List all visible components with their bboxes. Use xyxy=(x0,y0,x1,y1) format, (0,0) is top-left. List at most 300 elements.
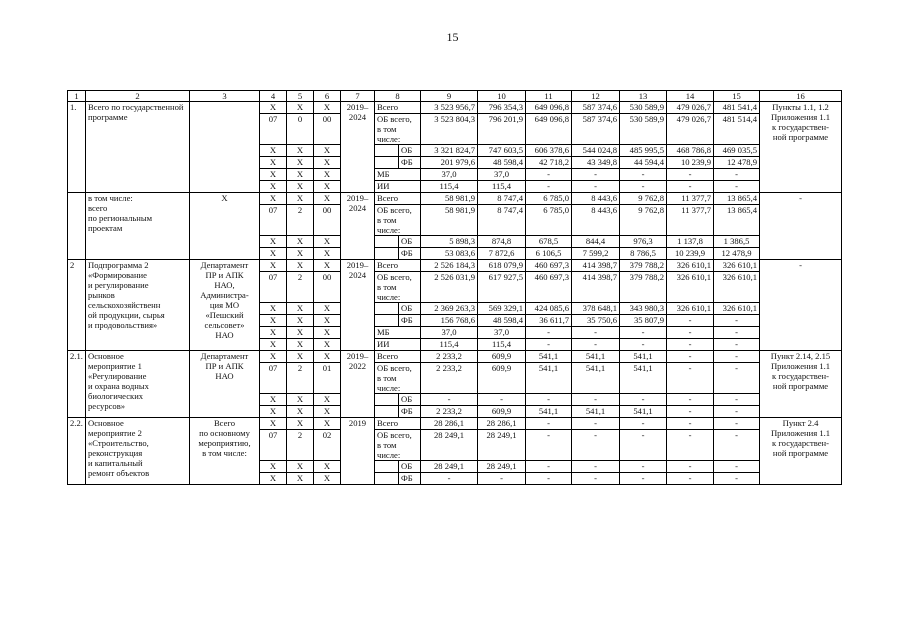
table-cell: Х xyxy=(260,418,287,430)
table-cell: - xyxy=(667,327,714,339)
table-cell: - xyxy=(620,327,667,339)
table-cell: 530 589,9 xyxy=(620,114,667,145)
table-cell: 2 xyxy=(287,205,314,236)
table-cell: 747 603,5 xyxy=(478,145,526,157)
table-cell: Х xyxy=(260,351,287,363)
table-cell: Х xyxy=(314,260,341,272)
table-cell: 609,9 xyxy=(478,363,526,394)
table-cell: Х xyxy=(287,260,314,272)
header-cell: 8 xyxy=(375,91,421,102)
table-cell: 796 201,9 xyxy=(478,114,526,145)
table-cell: Х xyxy=(260,461,287,473)
table-cell: - xyxy=(620,394,667,406)
table-cell: 35 750,6 xyxy=(572,315,620,327)
table-cell: - xyxy=(572,430,620,461)
table-cell: 115,4 xyxy=(421,339,478,351)
table-cell: 2019 xyxy=(341,418,375,485)
table-cell: 12 478,9 xyxy=(714,248,760,260)
table-cell: 00 xyxy=(314,114,341,145)
table-cell: 07 xyxy=(260,430,287,461)
table-cell: - xyxy=(572,461,620,473)
table-cell: 587 374,6 xyxy=(572,102,620,114)
table-cell: 07 xyxy=(260,363,287,394)
table-cell: 479 026,7 xyxy=(667,102,714,114)
table-cell: - xyxy=(714,473,760,485)
table-cell: Х xyxy=(260,248,287,260)
table-cell: 2.1. xyxy=(68,351,86,418)
table-cell: Всего по основному мероприятию, в том числе: xyxy=(190,418,260,485)
table-cell: Х xyxy=(287,248,314,260)
table-cell: Х xyxy=(287,351,314,363)
table-cell: 115,4 xyxy=(478,339,526,351)
table-cell: 48 598,4 xyxy=(478,315,526,327)
table-cell: 326 610,1 xyxy=(714,272,760,303)
table-cell: Х xyxy=(314,102,341,114)
table-cell: - xyxy=(667,169,714,181)
table-cell: Х xyxy=(314,157,341,169)
table-cell: 37,0 xyxy=(478,327,526,339)
table-cell: 1 386,5 xyxy=(714,236,760,248)
table-cell: Х xyxy=(314,248,341,260)
table-cell: Всего xyxy=(375,418,421,430)
table-cell: Х xyxy=(314,418,341,430)
table-cell: 58 981,9 xyxy=(421,205,478,236)
table-cell: 02 xyxy=(314,430,341,461)
header-cell: 12 xyxy=(572,91,620,102)
table-cell: Пункт 2.14, 2.15 Приложения 1.1 к государствен- ной программе xyxy=(760,351,842,418)
table-cell: 609,9 xyxy=(478,351,526,363)
table-cell: - xyxy=(620,418,667,430)
table-cell: 2 xyxy=(68,260,86,351)
table-cell: 28 249,1 xyxy=(478,430,526,461)
table-cell: 609,9 xyxy=(478,406,526,418)
table-cell: - xyxy=(667,473,714,485)
table-cell: - xyxy=(572,418,620,430)
table-cell: Пункты 1.1, 1.2 Приложения 1.1 к государствен- ной программе xyxy=(760,102,842,193)
table-cell: 2 369 263,3 xyxy=(421,303,478,315)
table-cell: Х xyxy=(260,102,287,114)
table-cell: 58 981,9 xyxy=(421,193,478,205)
table-cell: 44 594,4 xyxy=(620,157,667,169)
table-cell: Х xyxy=(314,169,341,181)
table-cell: - xyxy=(526,418,572,430)
table-cell: Х xyxy=(190,193,260,260)
table-cell: 2 233,2 xyxy=(421,406,478,418)
table-cell: - xyxy=(714,461,760,473)
table-cell: - xyxy=(667,461,714,473)
header-cell: 3 xyxy=(190,91,260,102)
table-cell: 35 807,9 xyxy=(620,315,667,327)
page-number: 15 xyxy=(446,30,459,44)
table-cell: Х xyxy=(314,351,341,363)
table-cell: Департамент ПР и АПК НАО xyxy=(190,351,260,418)
header-cell: 4 xyxy=(260,91,287,102)
table-cell: Основное мероприятие 2 «Строительство, реконструкция и капитальный ремонт объектов xyxy=(86,418,190,485)
table-cell: ОБ xyxy=(399,461,421,473)
table-cell: Х xyxy=(314,181,341,193)
table-cell: Х xyxy=(287,473,314,485)
table-cell: 379 788,2 xyxy=(620,260,667,272)
table-cell: 587 374,6 xyxy=(572,114,620,145)
table-cell: 37,0 xyxy=(421,327,478,339)
table-cell: 6 785,0 xyxy=(526,193,572,205)
table-cell: 10 239,9 xyxy=(667,157,714,169)
table-cell: - xyxy=(572,473,620,485)
table-cell: 544 024,8 xyxy=(572,145,620,157)
table-cell: 2019– 2024 xyxy=(341,260,375,351)
table-cell: 00 xyxy=(314,272,341,303)
table-cell: 541,1 xyxy=(572,363,620,394)
table-cell: - xyxy=(620,473,667,485)
table-cell: Основное мероприятие 1 «Регулирование и охрана водных биологических ресурсов» xyxy=(86,351,190,418)
table-cell: - xyxy=(620,430,667,461)
table-cell: 874,8 xyxy=(478,236,526,248)
header-cell: 15 xyxy=(714,91,760,102)
table-cell: 6 785,0 xyxy=(526,205,572,236)
table-cell: 326 610,1 xyxy=(667,303,714,315)
header-cell: 16 xyxy=(760,91,842,102)
table-cell: Х xyxy=(287,339,314,351)
table-cell: - xyxy=(667,315,714,327)
table-row xyxy=(68,260,842,272)
table-cell: Х xyxy=(287,102,314,114)
table-cell: 13 865,4 xyxy=(714,205,760,236)
table-cell: 2 233,2 xyxy=(421,363,478,394)
header-cell: 14 xyxy=(667,91,714,102)
table-cell: - xyxy=(620,181,667,193)
table-cell: 11 377,7 xyxy=(667,193,714,205)
table-cell: - xyxy=(714,394,760,406)
table-cell xyxy=(375,473,399,485)
table-cell: Х xyxy=(260,339,287,351)
table-cell: 481 541,4 xyxy=(714,102,760,114)
table-cell: Х xyxy=(287,315,314,327)
table-cell: Х xyxy=(314,473,341,485)
table-cell: - xyxy=(714,418,760,430)
table-cell: Пункт 2.4 Приложения 1.1 к государствен- ной программе xyxy=(760,418,842,485)
table-cell: - xyxy=(714,351,760,363)
table-cell: - xyxy=(667,339,714,351)
table-cell: Х xyxy=(260,394,287,406)
table-cell: 469 035,5 xyxy=(714,145,760,157)
table-cell: - xyxy=(760,260,842,351)
table-cell: - xyxy=(714,315,760,327)
table-cell: Х xyxy=(260,157,287,169)
table-cell xyxy=(375,157,399,169)
table-cell: ОБ xyxy=(399,145,421,157)
table-cell: Х xyxy=(287,394,314,406)
table-cell: 414 398,7 xyxy=(572,260,620,272)
table-cell: ОБ всего, в том числе: xyxy=(375,363,421,394)
table-cell: 678,5 xyxy=(526,236,572,248)
table-cell: Х xyxy=(260,145,287,157)
table-cell: 28 249,1 xyxy=(421,461,478,473)
table-cell: - xyxy=(478,394,526,406)
table-cell: 1 137,8 xyxy=(667,236,714,248)
table-cell: 9 762,8 xyxy=(620,205,667,236)
table-cell: 649 096,8 xyxy=(526,102,572,114)
table-cell: 569 329,1 xyxy=(478,303,526,315)
table-cell: - xyxy=(714,169,760,181)
table-cell: 541,1 xyxy=(620,351,667,363)
table-cell: Х xyxy=(314,193,341,205)
table-cell: Х xyxy=(260,406,287,418)
table-cell: 42 718,2 xyxy=(526,157,572,169)
table-cell: 326 610,1 xyxy=(714,303,760,315)
table-cell: - xyxy=(526,169,572,181)
table-cell: - xyxy=(572,169,620,181)
table-cell: 2.2. xyxy=(68,418,86,485)
table-cell: Х xyxy=(287,461,314,473)
header-cell: 7 xyxy=(341,91,375,102)
table-cell: - xyxy=(667,351,714,363)
table-cell: 12 478,9 xyxy=(714,157,760,169)
table-cell: МБ xyxy=(375,169,421,181)
header-cell: 1 xyxy=(68,91,86,102)
table-cell: 618 079,9 xyxy=(478,260,526,272)
table-cell: - xyxy=(572,394,620,406)
table-cell: 844,4 xyxy=(572,236,620,248)
table-cell: 5 898,3 xyxy=(421,236,478,248)
table-cell: Х xyxy=(260,236,287,248)
table-cell: Х xyxy=(260,181,287,193)
header-cell: 9 xyxy=(421,91,478,102)
table-cell: 8 443,6 xyxy=(572,193,620,205)
table-cell: 7 599,2 xyxy=(572,248,620,260)
table-cell: 9 762,8 xyxy=(620,193,667,205)
table-cell: 8 443,6 xyxy=(572,205,620,236)
table-cell: Х xyxy=(260,315,287,327)
table-cell xyxy=(375,145,399,157)
table-cell: Подпрограмма 2 «Формирование и регулирование рынков сельскохозяйственн ой продукции, сырья и продовольствия» xyxy=(86,260,190,351)
table-cell: 8 747,4 xyxy=(478,193,526,205)
table-cell: 3 321 824,7 xyxy=(421,145,478,157)
table-cell: 13 865,4 xyxy=(714,193,760,205)
table-cell: 606 378,6 xyxy=(526,145,572,157)
table-cell: - xyxy=(526,339,572,351)
table-cell: 48 598,4 xyxy=(478,157,526,169)
table-cell: - xyxy=(526,430,572,461)
table-cell: - xyxy=(572,181,620,193)
table-cell: Х xyxy=(287,303,314,315)
table-cell: Х xyxy=(314,303,341,315)
table-cell xyxy=(375,406,399,418)
table-row xyxy=(68,418,842,430)
table-cell: Всего xyxy=(375,193,421,205)
table-cell: 541,1 xyxy=(620,363,667,394)
table-cell: 541,1 xyxy=(620,406,667,418)
table-cell: 481 514,4 xyxy=(714,114,760,145)
table-cell: Департамент ПР и АПК НАО, Администра- ция МО «Пешский сельсовет» НАО xyxy=(190,260,260,351)
table-cell: 2 xyxy=(287,363,314,394)
table-cell: 2 xyxy=(287,272,314,303)
table-cell: 479 026,7 xyxy=(667,114,714,145)
table-cell: - xyxy=(667,363,714,394)
table-cell: 115,4 xyxy=(478,181,526,193)
table-cell: Всего xyxy=(375,351,421,363)
header-cell: 5 xyxy=(287,91,314,102)
table-cell: - xyxy=(526,394,572,406)
table-cell: Х xyxy=(314,461,341,473)
table-cell: ОБ всего, в том числе: xyxy=(375,205,421,236)
table-cell: в том числе: всего по региональным проектам xyxy=(86,193,190,260)
table-cell: 0 xyxy=(287,114,314,145)
table-cell: Х xyxy=(287,169,314,181)
table-cell: Всего xyxy=(375,102,421,114)
table-cell: - xyxy=(620,169,667,181)
table-cell: 617 927,5 xyxy=(478,272,526,303)
table-cell: 07 xyxy=(260,114,287,145)
table-cell: ОБ xyxy=(399,303,421,315)
table-cell: 414 398,7 xyxy=(572,272,620,303)
table-cell: 649 096,8 xyxy=(526,114,572,145)
table-cell: 541,1 xyxy=(526,406,572,418)
table-cell: Х xyxy=(314,394,341,406)
table-cell: 2 xyxy=(287,430,314,461)
table-cell xyxy=(68,193,86,260)
budget-table xyxy=(67,90,842,485)
table-cell: 343 980,3 xyxy=(620,303,667,315)
table-cell: Х xyxy=(260,169,287,181)
table-cell: 28 249,1 xyxy=(421,430,478,461)
table-cell: 37,0 xyxy=(421,169,478,181)
table-cell: 379 788,2 xyxy=(620,272,667,303)
table-cell: - xyxy=(667,394,714,406)
table-cell: 07 xyxy=(260,205,287,236)
table-cell: Х xyxy=(287,236,314,248)
table-cell: Х xyxy=(314,406,341,418)
table-cell: 37,0 xyxy=(478,169,526,181)
table-cell: 115,4 xyxy=(421,181,478,193)
table-cell: - xyxy=(714,406,760,418)
table-cell: 2 526 031,9 xyxy=(421,272,478,303)
table-cell: ИИ xyxy=(375,339,421,351)
table-cell: - xyxy=(620,461,667,473)
table-cell: Х xyxy=(287,406,314,418)
table-cell: 326 610,1 xyxy=(714,260,760,272)
table-cell: - xyxy=(526,473,572,485)
table-cell: - xyxy=(714,181,760,193)
table-cell: 10 239,9 xyxy=(667,248,714,260)
table-cell: 468 786,8 xyxy=(667,145,714,157)
table-cell: ФБ xyxy=(399,248,421,260)
table-cell: ОБ xyxy=(399,394,421,406)
table-cell: Х xyxy=(287,418,314,430)
table-cell: Х xyxy=(314,236,341,248)
table-cell: ОБ всего, в том числе: xyxy=(375,430,421,461)
table-cell: 3 523 956,7 xyxy=(421,102,478,114)
table-cell: Х xyxy=(260,193,287,205)
table-cell: 8 786,5 xyxy=(620,248,667,260)
table-cell: - xyxy=(421,394,478,406)
table-cell: 2 526 184,3 xyxy=(421,260,478,272)
table-cell: 8 747,4 xyxy=(478,205,526,236)
table-row xyxy=(68,102,842,114)
table-cell: 326 610,1 xyxy=(667,272,714,303)
table-cell: Х xyxy=(287,327,314,339)
table-cell: 530 589,9 xyxy=(620,102,667,114)
table-row xyxy=(68,193,842,205)
table-cell: - xyxy=(667,430,714,461)
table-cell: 976,3 xyxy=(620,236,667,248)
table-cell: - xyxy=(572,339,620,351)
table-cell: 6 106,5 xyxy=(526,248,572,260)
table-cell: - xyxy=(760,193,842,260)
table-cell xyxy=(375,461,399,473)
header-row xyxy=(68,91,842,102)
table-cell: 2 233,2 xyxy=(421,351,478,363)
table-cell: 460 697,3 xyxy=(526,260,572,272)
table-cell: 2019– 2024 xyxy=(341,102,375,193)
header-cell: 6 xyxy=(314,91,341,102)
table-cell: - xyxy=(714,363,760,394)
table-cell: 460 697,3 xyxy=(526,272,572,303)
table-body xyxy=(68,102,842,485)
table-cell: 326 610,1 xyxy=(667,260,714,272)
table-cell: ИИ xyxy=(375,181,421,193)
table-cell: Х xyxy=(260,473,287,485)
table-cell: 7 872,6 xyxy=(478,248,526,260)
table-cell xyxy=(375,303,399,315)
table-cell: Х xyxy=(287,181,314,193)
table-cell xyxy=(190,102,260,193)
table-cell: ФБ xyxy=(399,315,421,327)
table-cell xyxy=(375,236,399,248)
table-cell: 541,1 xyxy=(572,406,620,418)
table-cell: Х xyxy=(314,145,341,157)
table-cell: ФБ xyxy=(399,157,421,169)
table-cell: Х xyxy=(260,303,287,315)
table-cell: 156 768,6 xyxy=(421,315,478,327)
table-cell: - xyxy=(667,418,714,430)
table-cell: 424 085,6 xyxy=(526,303,572,315)
table-header xyxy=(68,91,842,102)
table-cell: Х xyxy=(260,260,287,272)
table-cell: ОБ всего, в том числе: xyxy=(375,272,421,303)
table-cell: 541,1 xyxy=(526,351,572,363)
table-cell: Всего xyxy=(375,260,421,272)
table-cell: - xyxy=(620,339,667,351)
table-cell: - xyxy=(667,181,714,193)
table-cell: 3 523 804,3 xyxy=(421,114,478,145)
table-cell: ФБ xyxy=(399,406,421,418)
table-cell: Х xyxy=(314,327,341,339)
table-cell: 1. xyxy=(68,102,86,193)
table-cell: Х xyxy=(260,327,287,339)
table-cell: - xyxy=(478,473,526,485)
table-cell: ОБ xyxy=(399,236,421,248)
table-cell xyxy=(375,315,399,327)
table-cell: 07 xyxy=(260,272,287,303)
table-cell: - xyxy=(421,473,478,485)
table-cell: 541,1 xyxy=(572,351,620,363)
table-cell: 28 249,1 xyxy=(478,461,526,473)
table-cell: 28 286,1 xyxy=(478,418,526,430)
table-cell: Х xyxy=(287,145,314,157)
table-cell: 28 286,1 xyxy=(421,418,478,430)
table-cell: - xyxy=(526,181,572,193)
table-cell: 01 xyxy=(314,363,341,394)
header-cell: 13 xyxy=(620,91,667,102)
table-cell: 201 979,6 xyxy=(421,157,478,169)
table-cell: 2019– 2024 xyxy=(341,193,375,260)
table-cell: - xyxy=(714,327,760,339)
table-cell: 43 349,8 xyxy=(572,157,620,169)
table-row xyxy=(68,351,842,363)
table-cell xyxy=(375,394,399,406)
table-cell: МБ xyxy=(375,327,421,339)
header-cell: 10 xyxy=(478,91,526,102)
